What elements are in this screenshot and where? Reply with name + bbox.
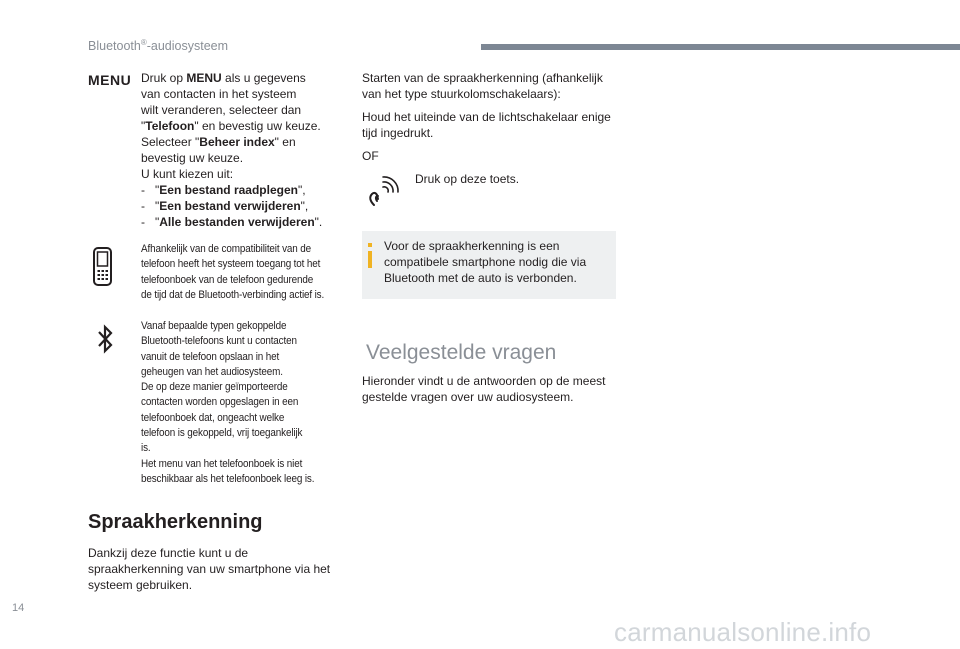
watermark: carmanualsonline.info <box>614 617 872 647</box>
or-label: OF <box>362 149 379 163</box>
bluetooth-note: Vanaf bepaalde typen gekoppelde Bluetooth-telefoons kunt u contacten vanuit de telefoon opslaan in het geheugen van het audiosysteem. De op deze manier geïmporteerde contacten worden opgeslagen in een telefoonboek dat, ongeacht welke telefoon is gekoppeld, vrij toegankelijk is. Het menu van het telefoonboek is niet beschikbaar als het telefoonboek leeg is. <box>141 320 315 485</box>
phone-note: Afhankelijk van de compatibiliteit van de telefoon heeft het systeem toegang tot het telefoonboek van de telefoon gedurende de tijd dat de Bluetooth-verbinding actief is. <box>141 243 325 301</box>
intro-text: Starten van de spraakherkenning (afhankelijk van het type stuurkolomschakelaars): <box>362 71 603 101</box>
info-icon-bar <box>368 251 372 268</box>
voice-command-icon <box>366 175 400 214</box>
section-text-spraakherkenning: Dankzij deze functie kunt u de spraakherkenning van uw smartphone via het systeem gebruiken. <box>88 546 331 592</box>
tip-text: Voor de spraakherkenning is een compatibele smartphone nodig die via Bluetooth met de auto is verbonden. <box>384 239 587 285</box>
section-text-faq: Hieronder vindt u de antwoorden op de meest gestelde vragen over uw audiosysteem. <box>362 374 606 404</box>
hold-instruction: Houd het uiteinde van de lichtschakelaar enige tijd ingedrukt. <box>362 110 611 140</box>
bluetooth-icon <box>97 323 113 360</box>
header-bar <box>481 44 960 50</box>
option-item: - "Een bestand verwijderen", <box>141 199 309 213</box>
option-item: - "Een bestand raadplegen", <box>141 183 306 197</box>
phone-icon <box>92 247 114 292</box>
menu-instructions: Druk op MENU als u gegevens van contacten in het systeem wilt veranderen, selecteer dan "Telefoon" en bevestig uw keuze. Selecteer "Beheer index" en bevestig uw keuze. U kunt kiezen uit: - "Een bestand raadplegen", - "Een bestand verwijderen", - "Alle bestanden verwijderen". <box>141 70 341 230</box>
running-header: Bluetooth®-audiosysteem <box>88 38 229 54</box>
option-item: - "Alle bestanden verwijderen". <box>141 215 323 229</box>
info-icon <box>368 243 372 247</box>
section-title-faq: Veelgestelde vragen <box>366 341 557 364</box>
page-number: 14 <box>12 602 25 614</box>
section-title-spraakherkenning: Spraakherkenning <box>88 511 263 533</box>
press-instruction: Druk op deze toets. <box>415 172 520 186</box>
menu-icon: MENU <box>88 72 132 88</box>
